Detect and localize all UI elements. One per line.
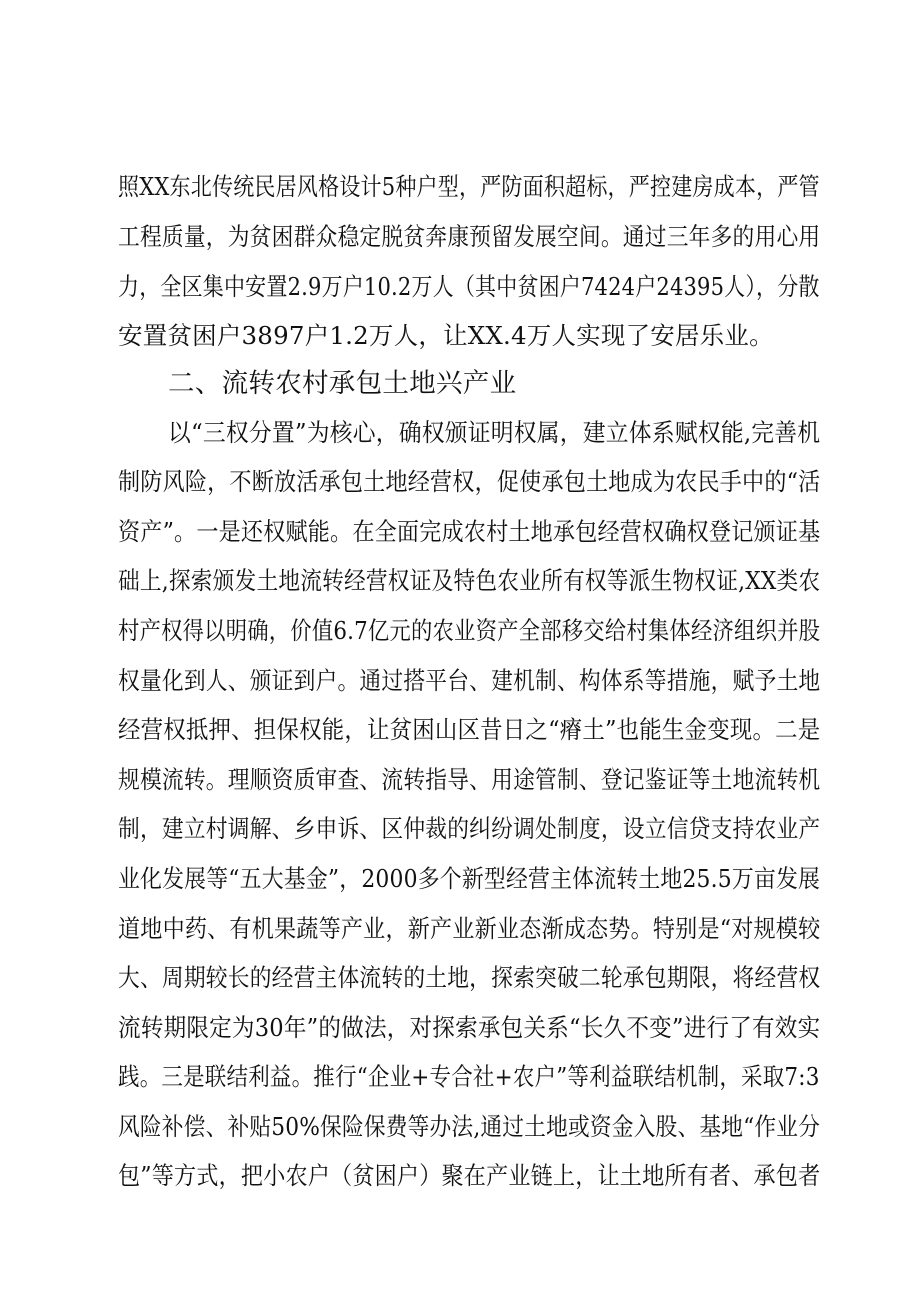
paragraph-line: 包”等方式，把小农户（贫困户）聚在产业链上，让土地所有者、承包者 <box>118 1161 821 1190</box>
paragraph-line: 安置贫困户3897户1.2万人，让XX.4万人实现了安居乐业。 <box>118 321 774 350</box>
paragraph-line: 践。三是联结利益。推行“企业+专合社+农户”等利益联结机制，采取7:3 <box>118 1062 820 1091</box>
paragraph-line: 大、周期较长的经营主体流转的土地，探索突破二轮承包期限，将经营权 <box>118 963 821 992</box>
paragraph-line: 制防风险，不断放活承包土地经营权，促使承包土地成为农民手中的“活 <box>118 467 821 496</box>
paragraph-line: 以“三权分置”为核心，确权颁证明权属，建立体系赋权能,完善机 <box>168 418 821 447</box>
paragraph-line: 流转期限定为30年”的做法，对探索承包关系“长久不变”进行了有效实 <box>118 1013 821 1042</box>
paragraph-line: 风险补偿、补贴50%保险保费等办法,通过土地或资金入股、基地“作业分 <box>118 1112 821 1141</box>
paragraph-line: 工程质量，为贫困群众稳定脱贫奔康预留发展空间。通过三年多的用心用 <box>118 222 821 251</box>
paragraph-line: 经营权抵押、担保权能，让贫困山区昔日之“瘠土”也能生金变现。二是 <box>118 715 821 744</box>
section-heading: 二、流转农村承包土地兴产业 <box>168 368 517 399</box>
paragraph-line: 资产”。一是还权赋能。在全面完成农村土地承包经营权确权登记颁证基 <box>118 517 821 546</box>
paragraph-line: 村产权得以明确，价值6.7亿元的农业资产全部移交给村集体经济组织并股 <box>118 616 821 645</box>
paragraph-line: 制，建立村调解、乡申诉、区仲裁的纠纷调处制度，设立信贷支持农业产 <box>118 814 821 843</box>
paragraph-line: 础上,探索颁发土地流转经营权证及特色农业所有权等派生物权证,XX类农 <box>118 566 821 595</box>
paragraph-line: 规模流转。理顺资质审查、流转指导、用途管制、登记鉴证等土地流转机 <box>118 765 821 794</box>
paragraph-line: 道地中药、有机果蔬等产业，新产业新业态渐成态势。特别是“对规模较 <box>118 914 821 943</box>
paragraph-line: 照XX东北传统民居风格设计5种户型，严防面积超标，严控建房成本，严管 <box>118 172 820 201</box>
paragraph-line: 权量化到人、颁证到户。通过搭平台、建机制、构体系等措施，赋予土地 <box>118 666 821 695</box>
paragraph-line: 力，全区集中安置2.9万户10.2万人（其中贫困户7424户24395人），分散 <box>118 272 820 301</box>
paragraph-line: 业化发展等“五大基金”，2000多个新型经营主体流转土地25.5万亩发展 <box>118 864 821 893</box>
